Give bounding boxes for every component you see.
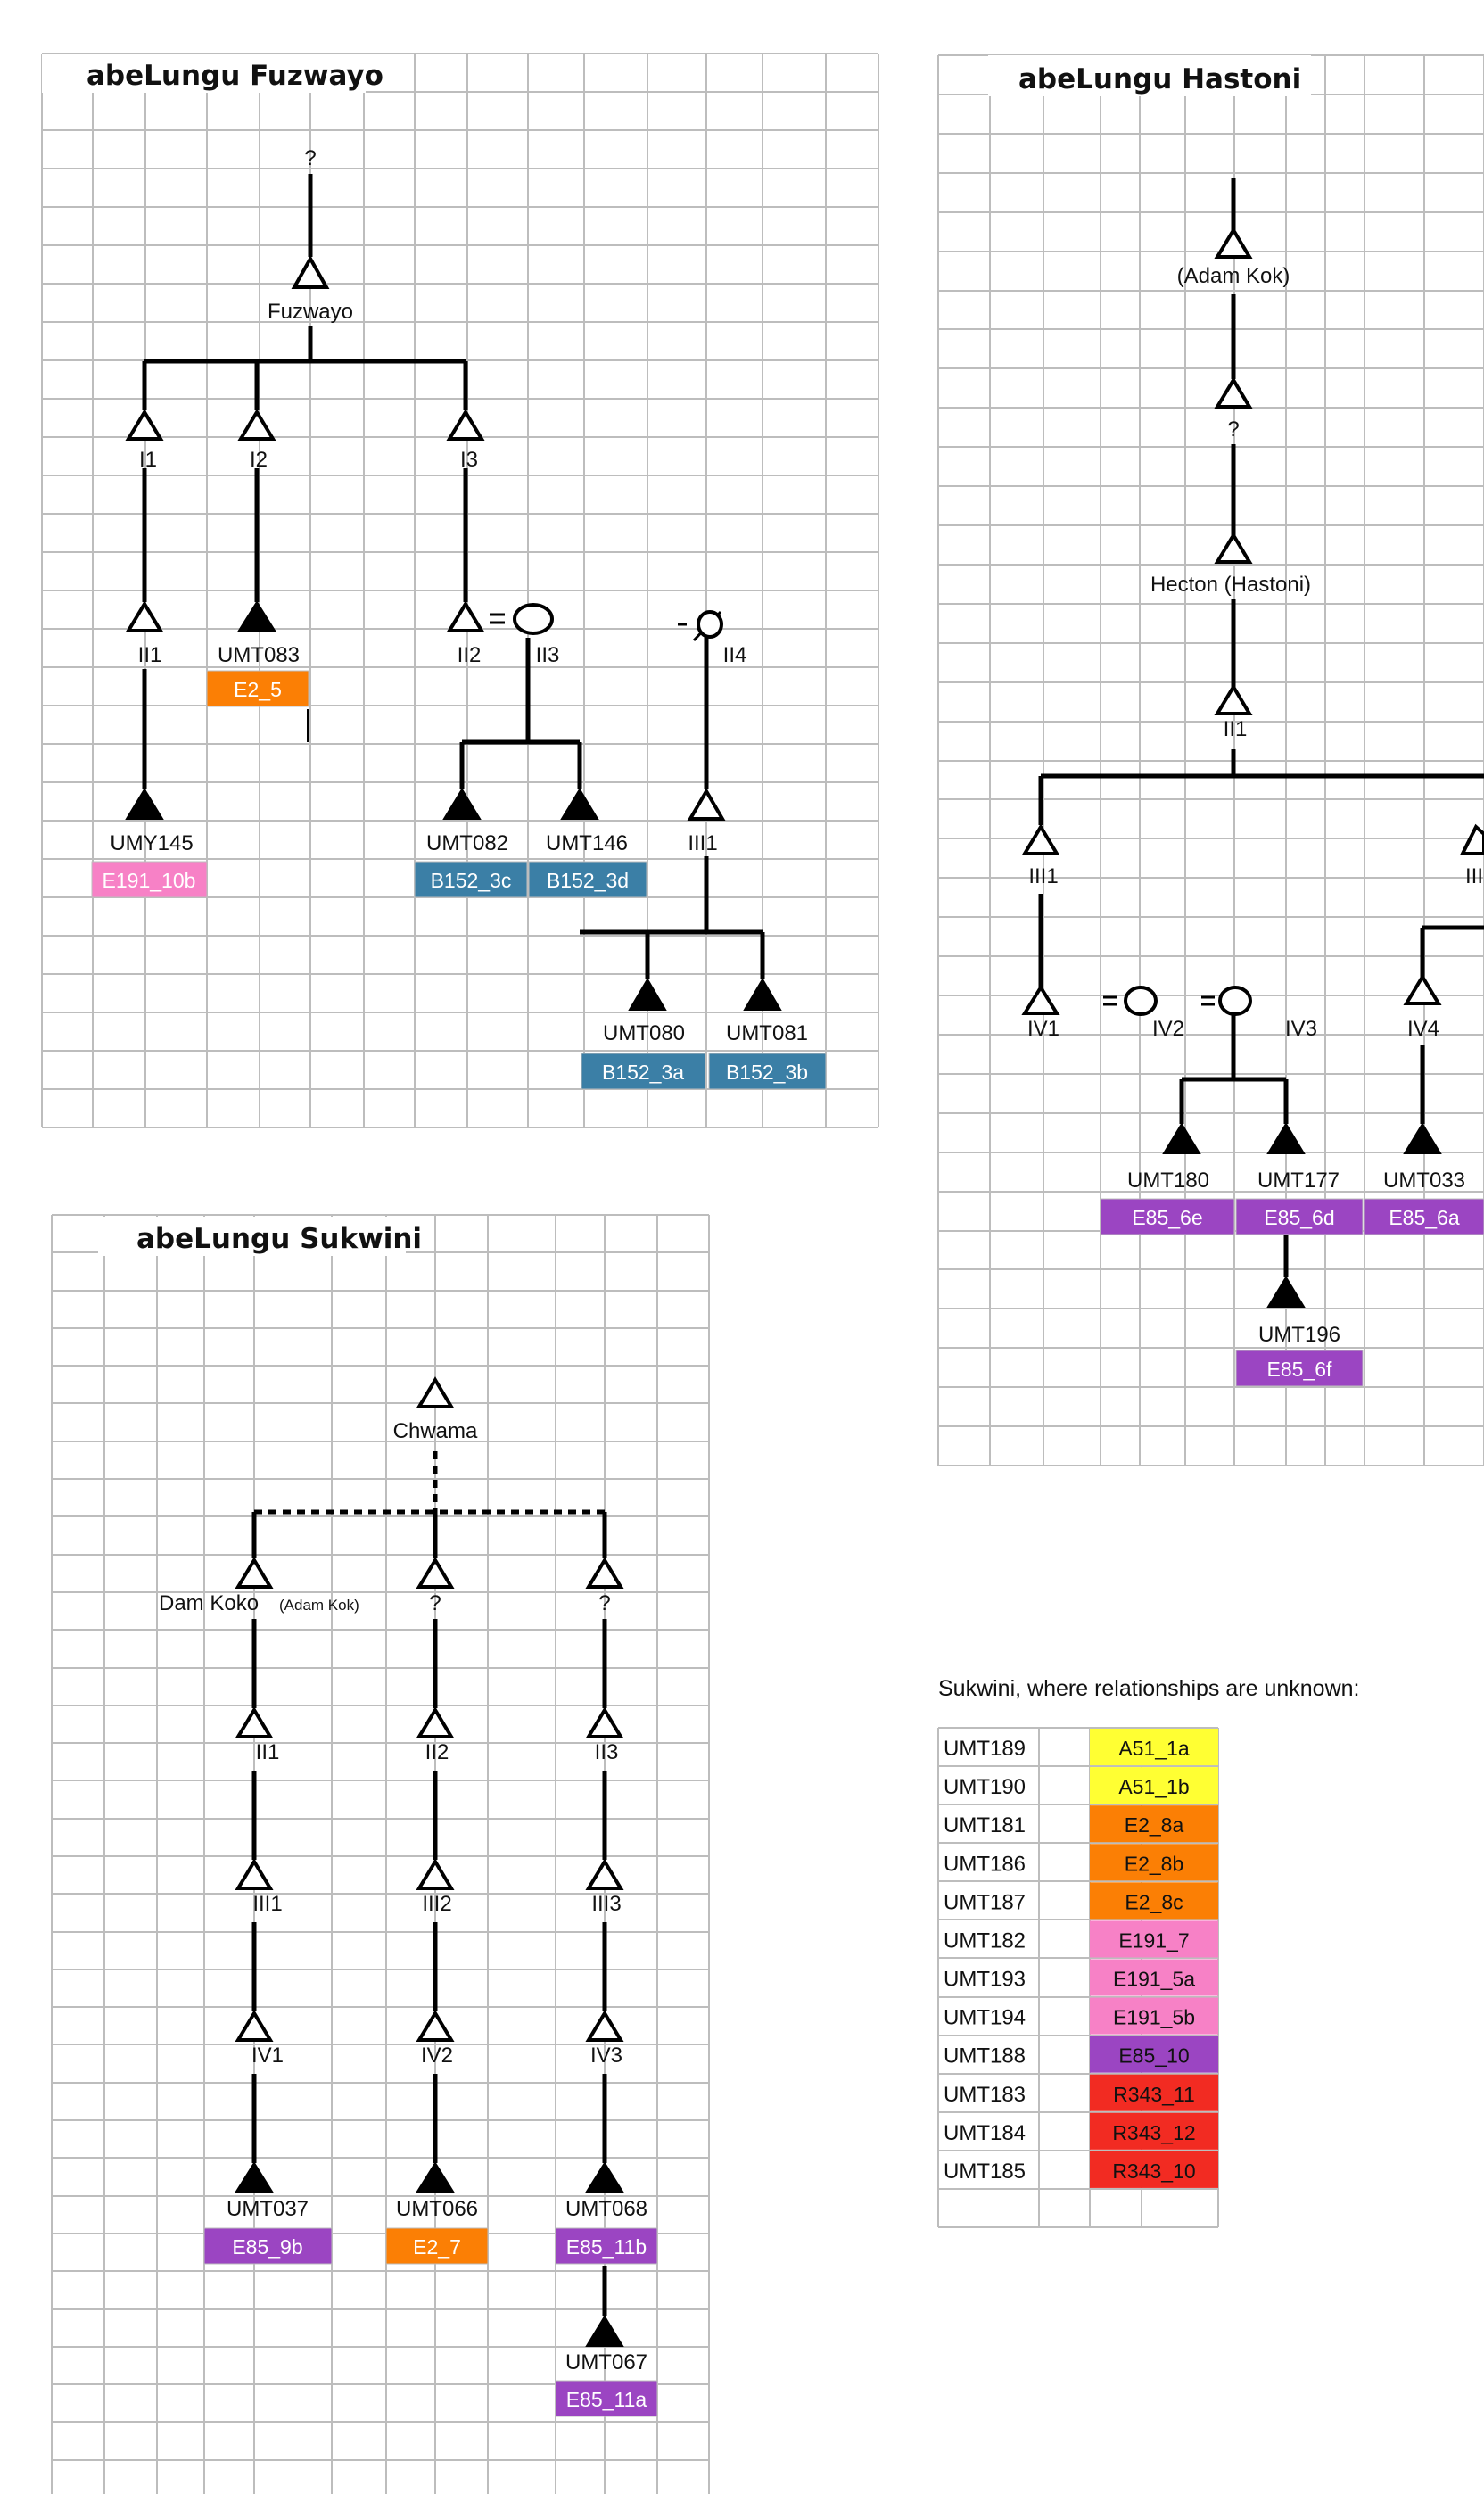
label: Hecton (Hastoni) — [1150, 573, 1312, 597]
label: II1 — [255, 1740, 280, 1764]
fuzwayo-labels — [110, 146, 808, 1045]
triangle-icon — [1025, 827, 1057, 854]
filled-triangle-icon — [1164, 1124, 1200, 1153]
haplogroup-tag: E2_7 — [413, 2235, 461, 2259]
label: IV1 — [1026, 1017, 1060, 1041]
haplogroup-code: R343_12 — [1112, 2120, 1196, 2144]
sample-id: UMT188 — [944, 2044, 1026, 2069]
label: ? — [1227, 417, 1240, 442]
triangle-icon — [589, 1710, 621, 1737]
triangle-icon — [238, 2013, 270, 2040]
label: UMT083 — [217, 643, 301, 667]
triangle-icon — [238, 1862, 270, 1888]
fuzwayo-tags — [92, 671, 826, 1089]
triangle-icon — [1217, 535, 1249, 562]
haplogroup-tag: E85_6a — [1389, 1206, 1460, 1229]
haplogroup-tag: E85_9b — [232, 2235, 303, 2259]
filled-triangle-icon — [587, 2316, 622, 2346]
label: III2 — [422, 1892, 452, 1916]
label: II4 — [722, 643, 747, 667]
label: UMT081 — [725, 1021, 809, 1045]
haplogroup-code: E191_5b — [1112, 2005, 1196, 2029]
haplogroup-tag: E85_11a — [565, 2388, 647, 2411]
haplogroup-code: E191_7 — [1118, 1928, 1190, 1953]
haplogroup-code: E2_8c — [1125, 1890, 1183, 1914]
triangle-icon — [419, 1710, 451, 1737]
sukwini-dashed-lines — [254, 1451, 605, 1512]
triangle-icon — [419, 1380, 451, 1407]
hastoni-nodes — [1025, 230, 1484, 1307]
hastoni-title: abeLungu Hastoni — [1018, 63, 1302, 95]
haplogroup-tag: E85_6e — [1132, 1206, 1203, 1229]
filled-triangle-icon — [745, 979, 780, 1010]
sample-id: UMT184 — [944, 2120, 1026, 2145]
label: II3 — [535, 643, 560, 667]
filled-triangle-icon — [587, 2163, 622, 2192]
triangle-icon — [419, 1560, 451, 1587]
label: I2 — [249, 448, 268, 472]
triangle-icon — [449, 412, 482, 439]
label: III1 — [252, 1892, 283, 1916]
label: Fuzwayo — [267, 300, 354, 324]
triangle-icon — [589, 1862, 621, 1888]
haplogroup-code: E85_10 — [1118, 2044, 1190, 2068]
sample-id: UMT189 — [944, 1737, 1026, 1762]
triangle-icon — [1217, 380, 1249, 407]
haplogroup-code: R343_10 — [1112, 2159, 1196, 2183]
label: III1 — [1028, 864, 1059, 888]
triangle-icon — [690, 791, 722, 819]
label: (Adam Kok) — [279, 1597, 359, 1614]
label: UMY145 — [110, 831, 194, 855]
haplogroup-code: A51_1a — [1118, 1737, 1190, 1761]
table-heading: Sukwini, where relationships are unknown: — [938, 1676, 1360, 1701]
triangle-icon — [241, 412, 273, 439]
label: IV2 — [1151, 1017, 1185, 1041]
filled-triangle-icon — [1268, 1124, 1304, 1153]
haplogroup-code: R343_11 — [1113, 2082, 1195, 2106]
label: UMT033 — [1382, 1169, 1466, 1193]
triangle-icon — [1025, 987, 1057, 1013]
triangle-icon — [128, 604, 161, 631]
sukwini-tree — [98, 1217, 657, 2416]
triangle-icon — [419, 1862, 451, 1888]
circle-icon — [1220, 987, 1250, 1014]
fuzwayo-marriage-sign — [490, 615, 505, 623]
label: UMT082 — [425, 831, 509, 855]
label: II3 — [594, 1740, 619, 1764]
label: I3 — [459, 448, 479, 472]
triangle-icon — [294, 259, 326, 287]
label: UMT067 — [565, 2350, 648, 2374]
sample-id: UMT182 — [944, 1928, 1026, 1953]
filled-triangle-icon — [417, 2163, 453, 2192]
label: (Adam Kok) — [1176, 264, 1290, 288]
label: III1 — [688, 831, 718, 855]
fuzwayo-tree — [42, 54, 826, 1089]
haplogroup-tag: B152_3a — [601, 1061, 685, 1084]
triangle-icon — [1217, 687, 1249, 714]
filled-triangle-icon — [239, 602, 275, 631]
triangle-icon — [238, 1560, 270, 1587]
label: UMT177 — [1257, 1169, 1340, 1193]
label: IV3 — [1284, 1017, 1318, 1041]
label: ? — [429, 1591, 441, 1615]
filled-triangle-icon — [236, 2163, 272, 2192]
circle-icon — [515, 605, 552, 633]
haplogroup-tag: E85_6f — [1266, 1358, 1332, 1381]
sukwini-title: abeLungu Sukwini — [136, 1223, 423, 1255]
circle-icon — [698, 612, 721, 637]
triangle-icon — [589, 2013, 621, 2040]
hastoni-marriage-signs — [1103, 997, 1215, 1004]
sample-id: UMT183 — [944, 2082, 1026, 2107]
label: II1 — [137, 643, 162, 667]
haplogroup-tag: B152_3b — [725, 1061, 809, 1084]
label: Chwama — [392, 1419, 478, 1443]
sample-id: UMT186 — [944, 1852, 1026, 1877]
filled-triangle-icon — [444, 789, 480, 819]
label: UMT066 — [395, 2197, 479, 2221]
haplogroup-tag: E2_5 — [234, 678, 282, 701]
label: I1 — [138, 448, 158, 472]
haplogroup-tag: E85_6d — [1264, 1206, 1335, 1229]
haplogroup-tag: B152_3d — [546, 869, 630, 892]
filled-triangle-icon — [127, 789, 162, 819]
label: IV1 — [251, 2044, 284, 2068]
triangle-icon — [1406, 977, 1439, 1003]
label: UMT037 — [226, 2197, 309, 2221]
label: ? — [598, 1591, 611, 1615]
sample-id: UMT185 — [944, 2159, 1026, 2184]
label: Dam Koko — [159, 1591, 260, 1615]
sample-id: UMT194 — [944, 2005, 1026, 2030]
triangle-icon — [589, 1560, 621, 1587]
triangle-icon — [128, 412, 161, 439]
filled-triangle-icon — [1268, 1277, 1304, 1307]
triangle-icon — [449, 604, 482, 631]
label: III — [1465, 864, 1484, 888]
triangle-icon — [1217, 230, 1249, 257]
haplogroup-tag: E191_10b — [102, 869, 196, 892]
haplogroup-tag: B152_3c — [430, 869, 512, 892]
triangle-icon — [1463, 827, 1484, 854]
label: UMT146 — [545, 831, 629, 855]
hastoni-labels — [1027, 264, 1483, 1347]
label: III3 — [591, 1892, 622, 1916]
label: UMT196 — [1257, 1323, 1341, 1347]
haplogroup-tag: E85_11b — [565, 2235, 647, 2259]
unknown-relationships-table — [938, 1676, 1359, 2188]
haplogroup-code: E2_8b — [1124, 1852, 1184, 1876]
label: IV3 — [589, 2044, 623, 2068]
fuzwayo-title: abeLungu Fuzwayo — [87, 60, 383, 92]
label: UMT180 — [1126, 1169, 1210, 1193]
haplogroup-code: E2_8a — [1124, 1813, 1184, 1837]
label: II2 — [457, 643, 482, 667]
label: IV4 — [1406, 1017, 1440, 1041]
label: IV2 — [420, 2044, 454, 2068]
sample-id: UMT187 — [944, 1890, 1026, 1915]
triangle-icon — [238, 1710, 270, 1737]
label: ? — [304, 146, 317, 170]
sample-id: UMT190 — [944, 1775, 1026, 1800]
sample-id: UMT193 — [944, 1967, 1026, 1992]
label: II1 — [1223, 717, 1248, 741]
filled-triangle-icon — [630, 979, 665, 1010]
label: UMT068 — [565, 2197, 648, 2221]
filled-triangle-icon — [562, 789, 598, 819]
filled-triangle-icon — [1405, 1124, 1440, 1153]
sample-id: UMT181 — [944, 1813, 1026, 1838]
haplogroup-code: E191_5a — [1112, 1967, 1196, 1991]
label: UMT080 — [602, 1021, 686, 1045]
circle-icon — [1125, 987, 1156, 1014]
label: II2 — [425, 1740, 449, 1764]
grid-sukwini — [52, 1215, 709, 2494]
haplogroup-code: A51_1b — [1118, 1775, 1190, 1799]
triangle-icon — [419, 2013, 451, 2040]
sukwini-tags — [204, 2228, 657, 2416]
grid-fuzwayo — [42, 54, 878, 1127]
